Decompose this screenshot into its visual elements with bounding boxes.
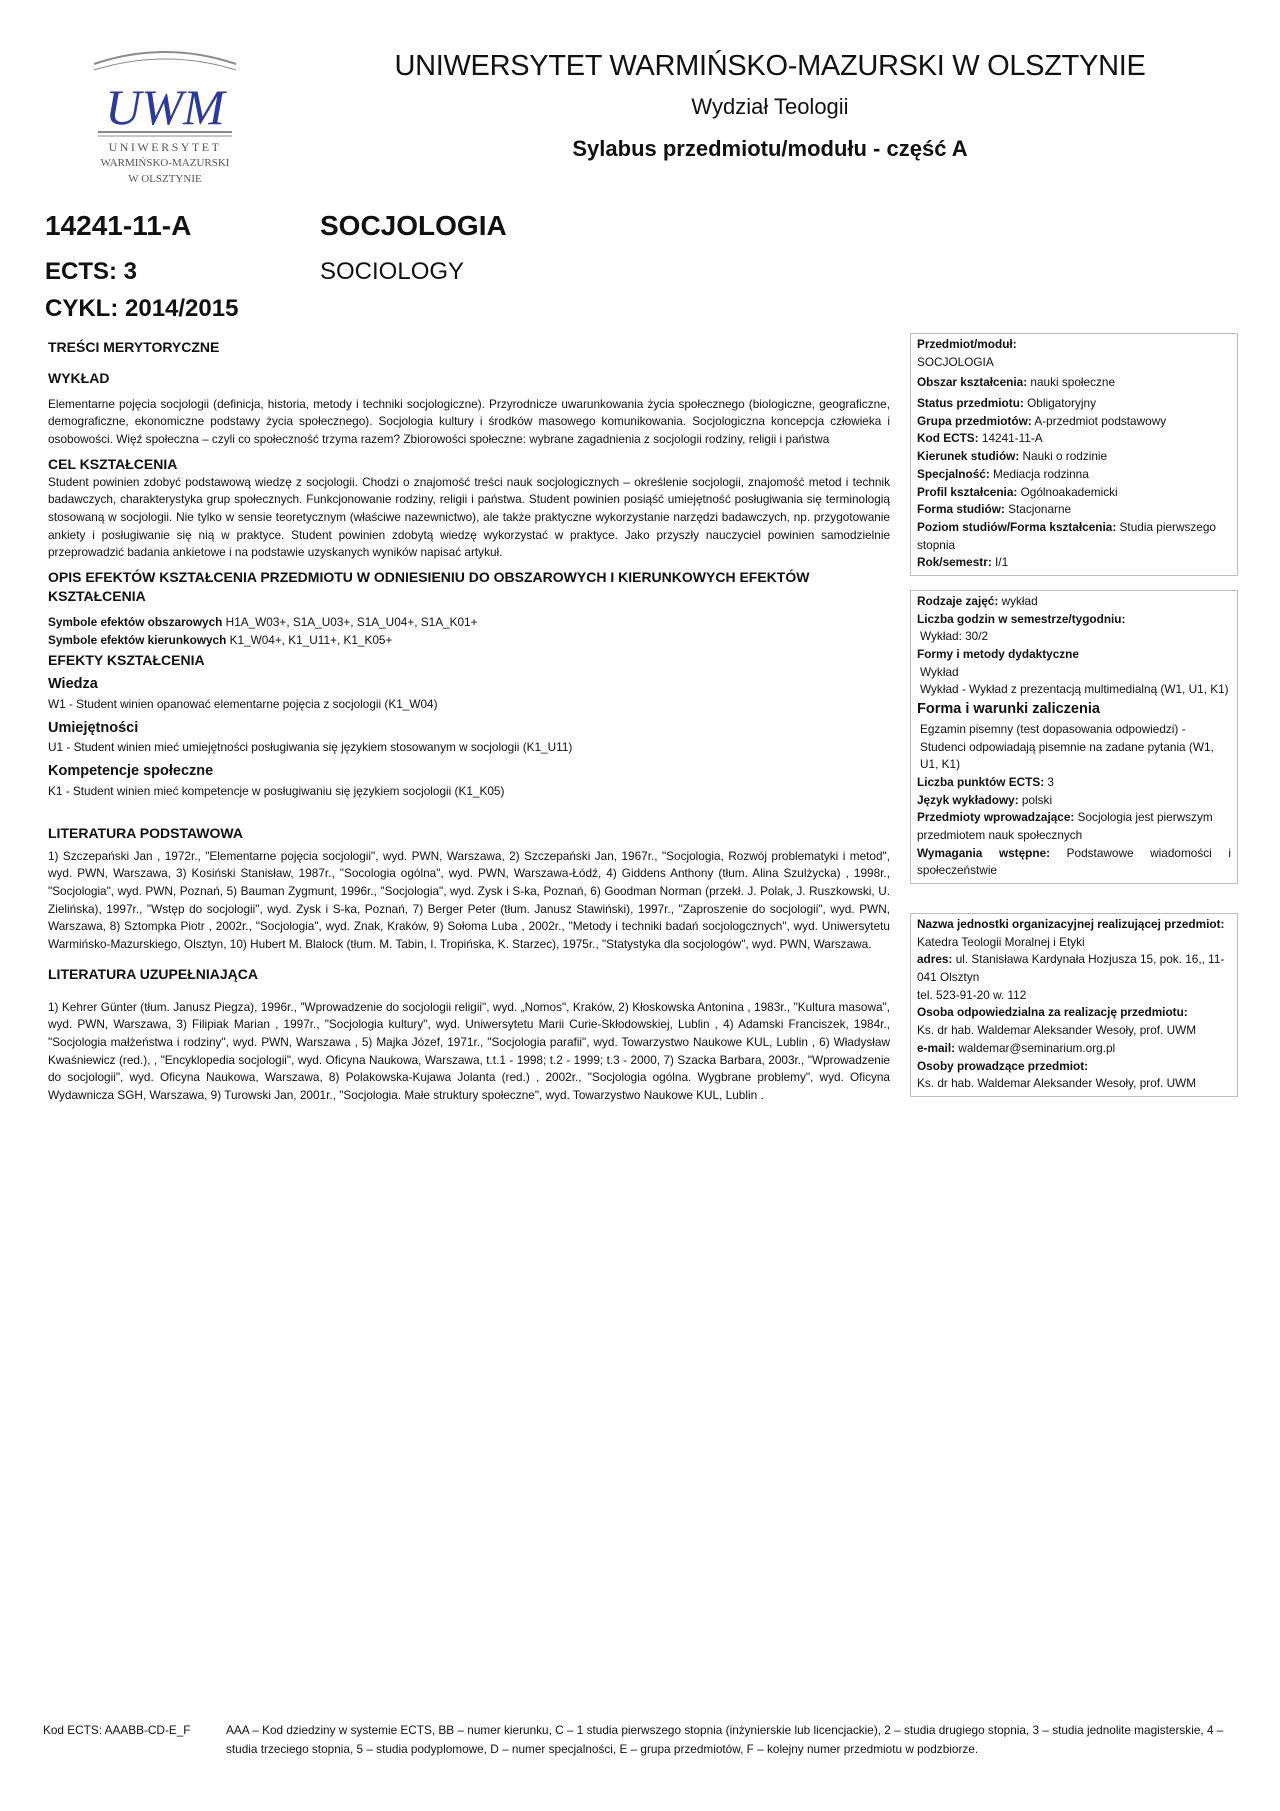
formy-label: Formy i metody dydaktyczne [917,647,1079,662]
logo-text-line2: WARMIŃSKO-MAZURSKI [100,157,230,169]
efekty-heading: EFEKTY KSZTAŁCENIA [48,652,205,669]
faculty-name: Wydział Teologii [691,94,849,119]
jednostka-value: Katedra Teologii Moralnej i Etyki [917,934,1085,949]
course-forms-box [910,590,1238,884]
odpowiedzialna-label: Osoba odpowiedzialna za realizację przedmiotu: [917,1005,1188,1020]
liczba-godzin-label: Liczba godzin w semestrze/tygodniu: [917,611,1126,626]
kompetencje-text: K1 - Student winien mieć kompetencje w posługiwaniu się językiem socjologii (K1_K05) [48,783,505,798]
course-name-en: SOCIOLOGY [320,258,465,285]
umiejetnosci-text: U1 - Student winien mieć umiejętności posługiwania się językiem stosowanym w socjologii (K1_U11) [48,740,573,755]
wiedza-heading: Wiedza [48,676,98,693]
obszar-row: Obszar kształcenia: nauki społeczne [917,375,1116,390]
unit-info-box [910,913,1238,1097]
przedmiot-label: Przedmiot/moduł: [917,337,1017,351]
rodzaje-row: Rodzaje zajęć: wykład [917,594,1038,608]
wiedza-text: W1 - Student winien opanować elementarne pojęcia z socjologii (K1_W04) [48,696,438,711]
kierunek-row: Kierunek studiów: Nauki o rodzinie [917,449,1108,464]
kod-row: Kod ECTS: 14241-11-A [917,431,1043,446]
university-name: UNIWERSYTET WARMIŃSKO-MAZURSKI W OLSZTYNIE [394,50,1146,82]
rok-row: Rok/semestr: I/1 [917,555,1009,570]
przedmiot-value: SOCJOLOGIA [917,354,994,369]
wprowadzajace-row: Przedmioty wprowadzające: Socjologia jest pierwszym przedmiotem nauk społecznych [917,810,1213,842]
status-row: Status przedmiotu: Obligatoryjny [917,396,1096,411]
logo-monogram: UWM [105,79,225,135]
punkty-row: Liczba punktów ECTS: 3 [917,774,1054,789]
jezyk-row: Język wykładowy: polski [917,792,1053,807]
footer-ects-code: Kod ECTS: AAABB-CD-E_F [43,1723,191,1737]
logo-text-line1: UNIWERSYTET [108,140,222,154]
prowadzace-value: Ks. dr hab. Waldemar Aleksander Wesoły, prof. UWM [917,1076,1197,1091]
umiejetnosci-heading: Umiejętności [48,719,139,736]
literatura-uzupelniajaca-heading: LITERATURA UZUPEŁNIAJĄCA [48,965,258,982]
logo-text-line3: W OLSZTYNIE [128,173,202,185]
wyklad-text: Elementarne pojęcia socjologii (definicja, historia, metody i techniki socjologiczne). Przyrodnicze uwarunkowania życia społecznego (biologiczne, geograficzne, demograficzne, ekonomiczne podstawy życia społecznego). Socjologia kultury i środków masowego komunikowania. Socjologiczna koncepcja człowieka i osobowości. Więź społeczna – czyli co społeczność trzyma razem? Zbiorowości społeczne: wybrane zagadnienia z socjologii rodziny, religii i państwa [48,396,890,447]
course-name-pl: SOCJOLOGIA [320,210,507,241]
course-code: 14241-11-A [45,210,192,241]
specjalnosc-row: Specjalność: Mediacja rodzinna [917,466,1089,481]
literatura-podstawowa-heading: LITERATURA PODSTAWOWA [48,824,243,841]
formy-value-1: Wykład [920,664,959,679]
tel-value: tel. 523-91-20 w. 112 [917,987,1027,1002]
opis-efektow-heading: OPIS EFEKTÓW KSZTAŁCENIA PRZEDMIOTU W ODNIESIENIU DO OBSZAROWYCH I KIERUNKOWYCH EFEKTÓW KSZTAŁCENIA [48,569,810,605]
poziom-row: Poziom studiów/Forma kształcenia: Studia pierwszego stopnia [917,519,1216,552]
odpowiedzialna-value: Ks. dr hab. Waldemar Aleksander Wesoły, prof. UWM [917,1023,1197,1038]
syllabus-title: Sylabus przedmiotu/modułu - część A [572,136,968,161]
main-content [48,338,890,1105]
tresci-heading: TREŚCI MERYTORYCZNE [48,339,220,355]
warunki-heading: Forma i warunki zaliczenia [917,701,1100,718]
forma-studiow-row: Forma studiów: Stacjonarne [917,502,1072,517]
course-ects: ECTS: 3 [45,258,138,285]
cel-heading: CEL KSZTAŁCENIA [48,455,178,472]
cel-text: Student powinien zdobyć podstawową wiedzę z socjologii. Chodzi o znajomość treści nauk socjologicznych – określenie socjologii, znajomość metod i technik badawczych, charakterystyka grup społecznych. Funkcjonowanie rodziny, religii i państwa. Student powinien posiąść umiejętność posługiwania się terminologią stosowaną w socjologii. Nie tylko w sensie teoretycznym (właściwe nazewnictwo), ale także praktyczne wykorzystanie narzędzi badawczych, np. przygotowanie ankiety i posługiwanie się nią w praktyce. Student powinien zdobytą wiedzę wykorzystać w praktyce. Jako przyszły nauczyciel powinien samodzielnie przeprowadzić badania ankietowe i na podstawie uzyskanych wyników napisać artykuł. [48,474,890,560]
symbole-obszarowe: Symbole efektów obszarowych H1A_W03+, S1A_U03+, S1A_U04+, S1A_K01+ [48,614,478,629]
grupa-row: Grupa przedmiotów: A-przedmiot podstawowy [917,413,1167,428]
warunki-value: Egzamin pisemny (test dopasowania odpowiedzi) - Studenci odpowiadają pisemnie na zadane pytania (W1, U1, K1) [920,721,1214,772]
prowadzace-label: Osoby prowadzące przedmiot: [917,1058,1089,1073]
profil-row: Profil kształcenia: Ogólnoakademicki [917,484,1118,499]
formy-value-2: Wykład - Wykład z prezentacją multimedialną (W1, U1, K1) [920,682,1229,697]
footer-ects-legend: AAA – Kod dziedziny w systemie ECTS, BB – numer kierunku, C – 1 studia pierwszego stopnia (inżynierskie lub licencjackie), 2 – studia drugiego stopnia, 3 – studia jednolite magisterskie, 4 – studia trzeciego stopnia, 5 – studia podyplomowe, D – numer specjalności, E – grupa przedmiotów, F – kolejny numer przedmiotu w podzbiorze. [226,1723,1224,1756]
adres-row: adres: ul. Stanisława Kardynała Hozjusza 15, pok. 16,, 11-041 Olsztyn [917,952,1225,985]
literatura-podstawowa-text: 1) Szczepański Jan , 1972r., "Elementarne pojęcia socjologii", wyd. PWN, Warszawa, 2) Szczepański Jan, 1967r., "Socjologia, Rozwój problematyki i metod", wyd. PWN, Warszawa, 3) Kosiński Stanisław, 1987r., "Socologia ogólna", wyd. PWN, Warszawa-Łódź, 4) Giddens Anthony (tłum. Alina Szulżycka) , 1998r., "Socjologia", wyd. PWN, Poznań, 5) Bauman Zygmunt, 1996r., "Socjologia", wyd. Zysk i S-ka, Poznań, 6) Goodman Norman (przekł. J. Polak, J. Ruszkowski, U. Zielińska), 1997r., "Wstęp do socjologii", wyd. Zysk i S-ka, Poznań, 7) Berger Peter (tłum. Janusz Stawiński), 1997r., "Zaproszenie do socjologii", wyd. PWN, Warszawa, 8) Sztompka Piotr , 2002r., "Socjologia", wyd. Znak, Kraków, 9) Sołoma Luba , 2002r., "Metody i techniki badań socjologcznych", wyd. Uniwersytetu Warmińsko-Mazurskiego, Olsztyn, 10) Hubert M. Blalock (tłum. M. Tabin, I. Tropińska, K. Starzec), 1975r., "Statystyka dla socjologów", wyd. PWN, Warszawa. [48,848,890,951]
university-logo [90,46,240,198]
jednostka-label: Nazwa jednostki organizacyjnej realizującej przedmiot: [917,917,1225,931]
email-row: e-mail: waldemar@seminarium.org.pl [917,1040,1116,1055]
course-cycle: CYKL: 2014/2015 [45,295,239,322]
kompetencje-heading: Kompetencje społeczne [48,763,214,780]
wyklad-heading: WYKŁAD [48,369,110,386]
wymagania-row: Wymagania wstępne: Podstawowe wiadomości i społeczeństwie [917,845,1231,878]
symbole-kierunkowe: Symbole efektów kierunkowych K1_W04+, K1_U11+, K1_K05+ [48,632,393,647]
liczba-godzin-value: Wykład: 30/2 [920,629,989,644]
course-info-box [910,333,1238,576]
literatura-uzupelniajaca-text: 1) Kehrer Günter (tłum. Janusz Piegza), 1996r., "Wprowadzenie do socjologii religii", wyd. „Nomos", Kraków, 2) Kłoskowska Antonina , 1983r., "Kultura masowa", wyd. PWN, Warszawa, 3) Filipiak Marian , 1997r., "Socjologia kultury", wyd. Uniwersytetu Marii Curie-Skłodowskiej, Lublin , 4) Adamski Franciszek, 1984r., "Socjologia małżeństwa i rodziny", wyd. PWN, Warszawa , 5) Majka Józef, 1971r., "Socjologia parafii", wyd. Towarzystwo Naukowe KUL, Lublin , 6) Władysław Kwaśniewicz (red.), , "Encyklopedia socjologii", wyd. Oficyna Naukowa, Warszawa, t.t.1 - 1998; t.2 - 1999; t.3 - 2000, 7) Szacka Barbara, 2003r., "Wprowadzenie do socjologii", wyd. Oficyna Naukowa, Warszawa, 8) Polakowska-Kujawa Jolanta (red.) , 2002r., "Socjologia ogólna. Wygbrane problemy", wyd. Oficyna Wydawnicza SGH, Warszawa, 9) Turowski Jan, 2001r., "Socjologia. Małe struktury społeczne", wyd. Towarzystwo Naukowe KUL, Lublin . [48,999,890,1103]
